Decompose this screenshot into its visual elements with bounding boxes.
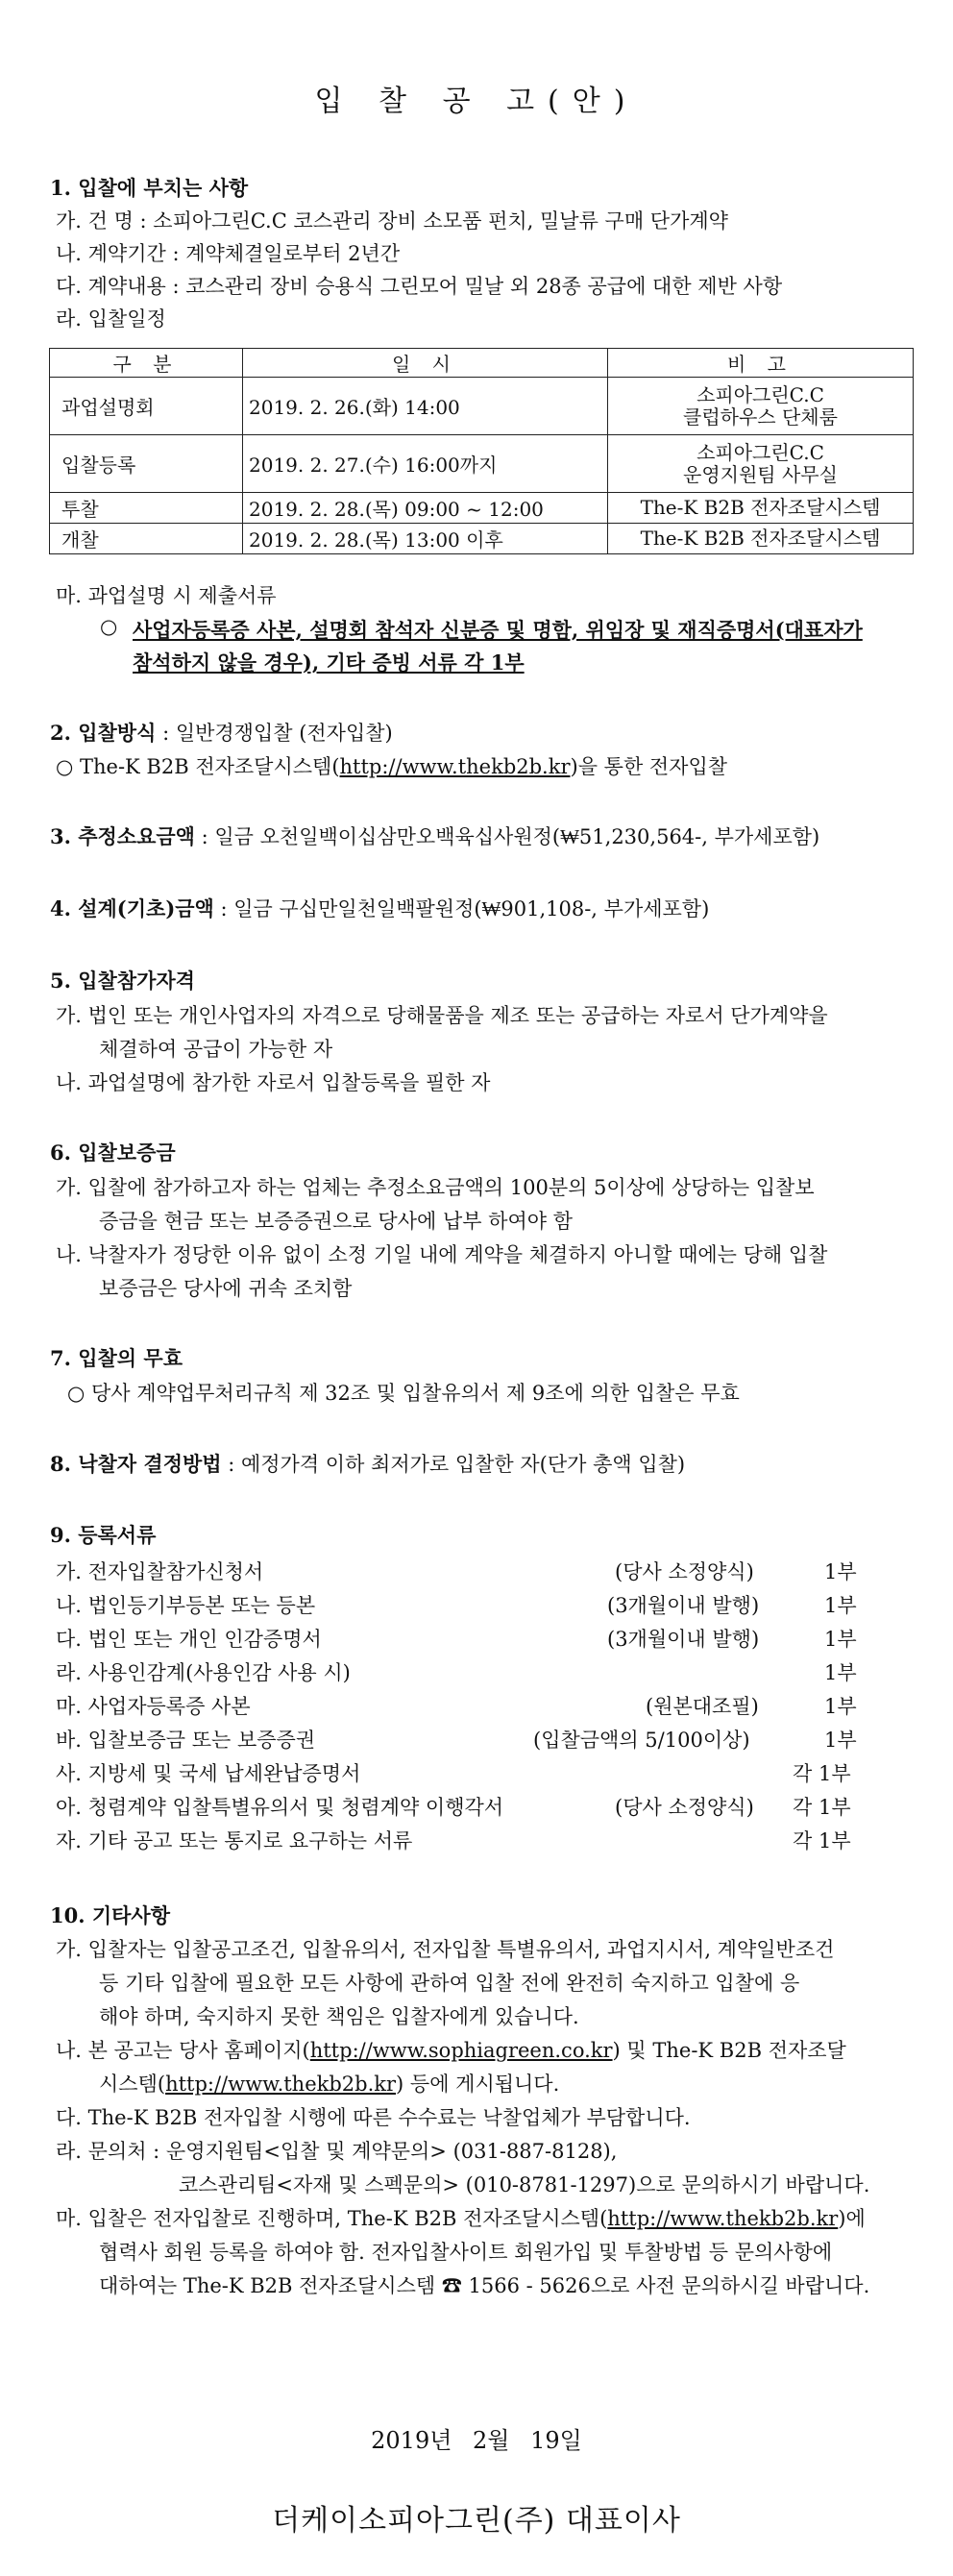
list-item: 나. 법인등기부등본 또는 등본 bbox=[56, 1594, 316, 1617]
list-item: 다. 법인 또는 개인 인감증명서 bbox=[56, 1628, 322, 1651]
section-4: 4. 설계(기초)금액 : 일금 구십만일천일백팔원정(₩901,108-, 부가세포함) bbox=[50, 896, 710, 920]
doc-qty: 1부 bbox=[824, 1695, 857, 1718]
s6-ga-line2: 증금을 현금 또는 보증증권으로 당사에 납부 하여야 함 bbox=[99, 1210, 574, 1233]
s7-bullet: ○ 당사 계약업무처리규칙 제 32조 및 입찰유의서 제 9조에 의한 입찰은 무효 bbox=[67, 1382, 740, 1405]
table-row bbox=[50, 378, 914, 435]
row-note: The-K B2B 전자조달시스템 bbox=[608, 493, 914, 524]
row-when: 2019. 2. 27.(수) 16:00까지 bbox=[243, 435, 608, 493]
table-header-row bbox=[50, 349, 914, 378]
s10-ma-line3: 대하여는 The-K B2B 전자조달시스템 ☎ 1566 - 5626으로 사전 문의하시길 바랍니다. bbox=[99, 2274, 870, 2297]
page-title: 입 찰 공 고(안) bbox=[314, 85, 639, 118]
s5-ga-line1: 가. 법인 또는 개인사업자의 자격으로 당해물품을 제조 또는 공급하는 자로서 단가계약을 bbox=[56, 1004, 828, 1027]
doc-qty: 각 1부 bbox=[793, 1796, 851, 1819]
table-header-cell: 비 고 bbox=[608, 349, 914, 378]
s6-na-line2: 보증금은 당사에 귀속 조치함 bbox=[99, 1277, 353, 1300]
row-note: 소피아그린C.C 운영지원팀 사무실 bbox=[608, 435, 914, 493]
s6-na-line1: 나. 낙찰자가 정당한 이유 없이 소정 기일 내에 계약을 체결하지 아니할 때에는 당해 입찰 bbox=[56, 1243, 828, 1266]
s5-na: 나. 과업설명에 참가한 자로서 입찰등록을 필한 자 bbox=[56, 1071, 491, 1094]
doc-qty: 1부 bbox=[824, 1560, 857, 1583]
s10-ma-line1: 마. 입찰은 전자입찰로 진행하며, The-K B2B 전자조달시스템(http://www.thekb2b.kr)에 bbox=[56, 2207, 866, 2230]
signature-line: 더케이소피아그린(주) 대표이사 bbox=[272, 2504, 681, 2538]
s10-na-line2: 시스템(http://www.thekb2b.kr) 등에 게시됩니다. bbox=[99, 2073, 560, 2096]
row-label: 과업설명회 bbox=[50, 378, 243, 435]
list-item: 가. 전자입찰참가신청서 bbox=[56, 1560, 264, 1583]
s10-ga-line3: 해야 하며, 숙지하지 못한 책임은 입찰자에게 있습니다. bbox=[99, 2005, 579, 2028]
row-note: The-K B2B 전자조달시스템 bbox=[608, 524, 914, 554]
list-item: 아. 청렴계약 입찰특별유의서 및 청렴계약 이행각서 bbox=[56, 1796, 504, 1819]
doc-qty: 1부 bbox=[824, 1594, 857, 1617]
section-8: 8. 낙찰자 결정방법 : 예정가격 이하 최저가로 입찰한 자(단가 총액 입찰) bbox=[50, 1452, 686, 1476]
doc-qty: 각 1부 bbox=[793, 1829, 851, 1852]
thekb2b-link[interactable]: http://www.thekb2b.kr bbox=[339, 755, 571, 778]
table-row bbox=[50, 493, 914, 524]
s10-ma-line2: 협력사 회원 등록을 하여야 함. 전자입찰사이트 회원가입 및 투찰방법 등 문의사항에 bbox=[99, 2241, 833, 2264]
table-row bbox=[50, 435, 914, 493]
list-item: 사. 지방세 및 국세 납세완납증명서 bbox=[56, 1762, 361, 1785]
list-item: 마. 사업자등록증 사본 bbox=[56, 1695, 251, 1718]
s6-ga-line1: 가. 입찰에 참가하고자 하는 업체는 추정소요금액의 100분의 5이상에 상당하는 입찰보 bbox=[56, 1176, 815, 1199]
thekb2b-link[interactable]: http://www.thekb2b.kr bbox=[607, 2207, 839, 2230]
s10-da: 다. The-K B2B 전자입찰 시행에 따른 수수료는 낙찰업체가 부담합니다. bbox=[56, 2106, 691, 2129]
s10-ra-line2: 코스관리팀<자재 및 스펙문의> (010-8781-1297)으로 문의하시기 바랍니다. bbox=[179, 2173, 870, 2196]
s1-item-na: 나. 계약기간 : 계약체결일로부터 2년간 bbox=[56, 242, 401, 265]
s1-ma-line2: 참석하지 않을 경우), 기타 증빙 서류 각 1부 bbox=[133, 650, 525, 675]
table-header-cell: 일 시 bbox=[243, 349, 608, 378]
doc-note: (당사 소정양식) bbox=[615, 1560, 754, 1583]
doc-note: (당사 소정양식) bbox=[615, 1796, 754, 1819]
table-row bbox=[50, 524, 914, 554]
row-when: 2019. 2. 26.(화) 14:00 bbox=[243, 378, 608, 435]
doc-qty: 1부 bbox=[824, 1661, 857, 1684]
schedule-table bbox=[49, 348, 914, 554]
s1-item-ra: 라. 입찰일정 bbox=[56, 307, 166, 331]
row-label: 투찰 bbox=[50, 493, 243, 524]
s10-ga-line2: 등 기타 입찰에 필요한 모든 사항에 관하여 입찰 전에 완전히 숙지하고 입찰에 응 bbox=[99, 1972, 800, 1995]
s10-na-line1: 나. 본 공고는 당사 홈페이지(http://www.sophiagreen.co.kr) 및 The-K B2B 전자조달 bbox=[56, 2039, 846, 2062]
section-3: 3. 추정소요금액 : 일금 오천일백이십삼만오백육십사원정(₩51,230,564-, 부가세포함) bbox=[50, 824, 820, 848]
doc-qty: 1부 bbox=[824, 1628, 857, 1651]
section-7-heading: 7. 입찰의 무효 bbox=[50, 1346, 183, 1370]
s5-ga-line2: 체결하여 공급이 가능한 자 bbox=[99, 1038, 333, 1061]
row-label: 입찰등록 bbox=[50, 435, 243, 493]
section-10-heading: 10. 기타사항 bbox=[50, 1903, 170, 1927]
s10-ra-line1: 라. 문의처 : 운영지원팀<입찰 및 계약문의> (031-887-8128), bbox=[56, 2140, 618, 2163]
s1-item-da: 다. 계약내용 : 코스관리 장비 승용식 그린모어 밀날 외 28종 공급에 대한 제반 사항 bbox=[56, 275, 783, 298]
doc-note: (입찰금액의 5/100이상) bbox=[533, 1729, 750, 1752]
section-2: 2. 입찰방식 : 일반경쟁입찰 (전자입찰) bbox=[50, 721, 393, 745]
sophiagreen-link[interactable]: http://www.sophiagreen.co.kr bbox=[309, 2039, 613, 2062]
thekb2b-link[interactable]: http://www.thekb2b.kr bbox=[165, 2073, 397, 2096]
document-date: 2019년 2월 19일 bbox=[371, 2427, 582, 2454]
section-1-heading: 1. 입찰에 부치는 사항 bbox=[50, 176, 249, 200]
s1-item-ga: 가. 건 명 : 소피아그린C.C 코스관리 장비 소모품 펀치, 밀날류 구매 단가계약 bbox=[56, 209, 728, 233]
doc-note: (3개월이내 발행) bbox=[607, 1628, 760, 1651]
doc-note: (3개월이내 발행) bbox=[607, 1594, 760, 1617]
s1-item-ma: 마. 과업설명 시 제출서류 bbox=[56, 584, 277, 607]
list-item: 자. 기타 공고 또는 통지로 요구하는 서류 bbox=[56, 1829, 413, 1852]
section-5-heading: 5. 입찰참가자격 bbox=[50, 969, 195, 993]
section-9-heading: 9. 등록서류 bbox=[50, 1523, 157, 1547]
doc-qty: 각 1부 bbox=[793, 1762, 851, 1785]
doc-qty: 1부 bbox=[824, 1729, 857, 1752]
section-6-heading: 6. 입찰보증금 bbox=[50, 1141, 176, 1165]
row-when: 2019. 2. 28.(목) 13:00 이후 bbox=[243, 524, 608, 554]
list-item: 바. 입찰보증금 또는 보증증권 bbox=[56, 1729, 316, 1752]
table-header-cell: 구 분 bbox=[50, 349, 243, 378]
list-item: 라. 사용인감계(사용인감 사용 시) bbox=[56, 1661, 351, 1684]
row-label: 개찰 bbox=[50, 524, 243, 554]
row-note: 소피아그린C.C 클럽하우스 단체룸 bbox=[608, 378, 914, 435]
s1-ma-line1: 사업자등록증 사본, 설명회 참석자 신분증 및 명함, 위임장 및 재직증명서(대표자가 bbox=[133, 618, 863, 642]
s10-ga-line1: 가. 입찰자는 입찰공고조건, 입찰유의서, 전자입찰 특별유의서, 과업지시서, 계약일반조건 bbox=[56, 1938, 835, 1961]
doc-note: (원본대조필) bbox=[646, 1695, 759, 1718]
row-when: 2019. 2. 28.(목) 09:00 ~ 12:00 bbox=[243, 493, 608, 524]
circle-bullet: ○ bbox=[100, 615, 118, 638]
s2-bullet: ○ The-K B2B 전자조달시스템(http://www.thekb2b.kr)을 통한 전자입찰 bbox=[56, 755, 728, 778]
